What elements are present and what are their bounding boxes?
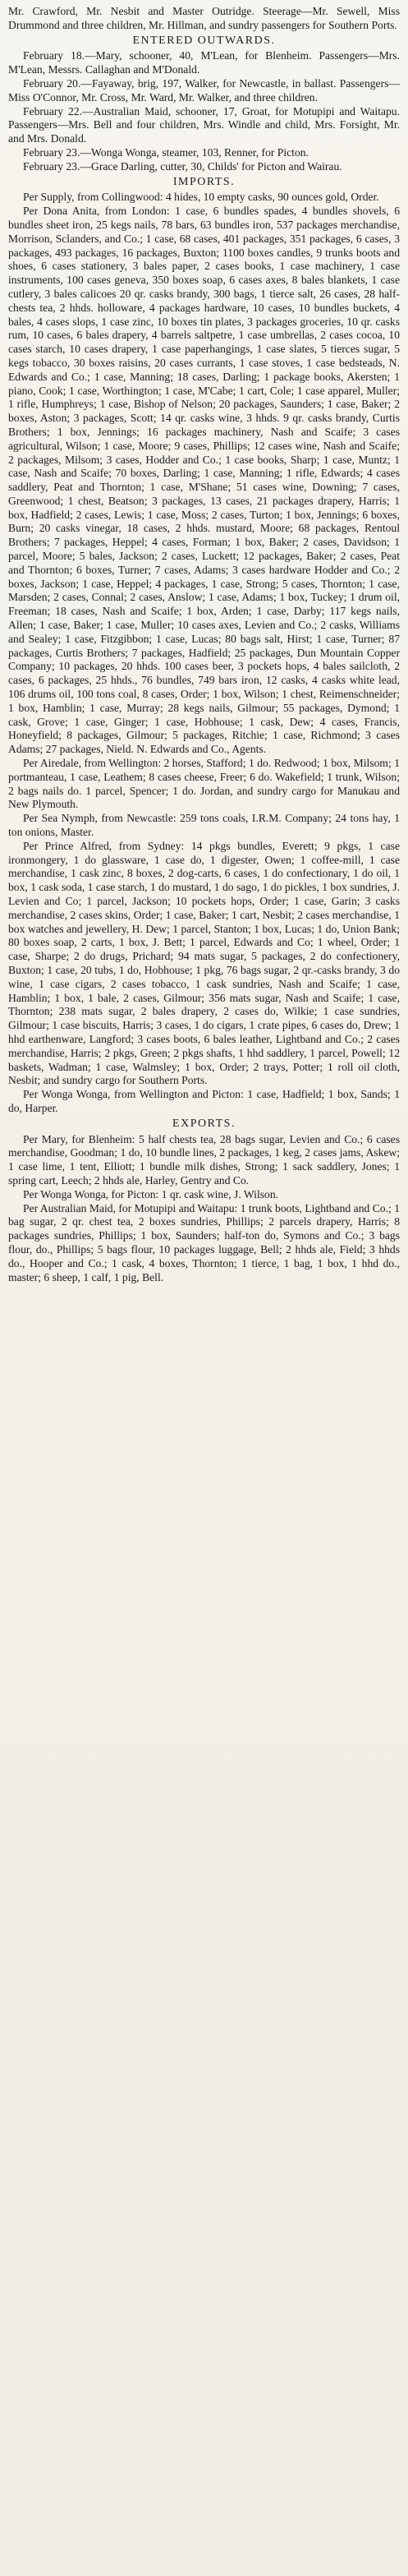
- shipping-intelligence-column: [8, 5, 400, 1284]
- section-heading: EXPORTS.: [172, 1117, 236, 1130]
- article-paragraph: February 22.—Australian Maid, schooner, 17, Groat, for Motupipi and Waitapu. Passengers—Mrs. Bell and four children, Mrs. Windle and child, Mrs. Forsight, Mr. and Mrs. Donald.: [8, 104, 400, 145]
- section-heading: ENTERED OUTWARDS.: [132, 34, 276, 47]
- article-paragraph: February 20.—Fayaway, brig, 197, Walker, for Newcastle, in ballast. Passengers—Miss O'Connor, Mr. Cross, Mr. Ward, Mr. Walker, and three children.: [8, 76, 400, 104]
- article-paragraph: February 18.—Mary, schooner, 40, M'Lean, for Blenheim. Passengers—Mrs. M'Lean, Messrs. Callaghan and M'Donald.: [8, 49, 400, 76]
- article-paragraph: February 23.—Wonga Wonga, steamer, 103, Renner, for Picton.: [23, 145, 309, 159]
- article-paragraph: Mr. Crawford, Mr. Nesbit and Master Outridge. Steerage—Mr. Sewell, Miss Drummond and three children, Mr. Hillman, and sundry passengers for Southern Ports.: [8, 5, 400, 31]
- article-paragraph: Per Prince Alfred, from Sydney: 14 pkgs bundles, Everett; 9 pkgs, 1 case ironmongery, 1 do glassware, 1 case do, 1 digester, Owen; 1 coffee-mill, 1 case merchandise, 1 cask zinc, 8 boxes, 2 dog-carts, 6 cases, 1 do confectionary, 1 do oil, 1 box, 1 cask soda, 1 case starch, 1 do mustard, 1 do sago, 1 do pickles, 1 box sundries, J. Levien and Co; 1 parcel, Jackson; 10 pockets hops, Order; 1 case, Garin; 3 casks merchandise, 2 cases skins, Order; 1 case, Baker; 1 cart, Nesbit; 2 cases merchandise, 1 box watches and jewellery, H. Dew; 1 parcel, Stanton; 1 box, Lucas; 1 do, Union Bank; 80 boxes soap, 2 carts, 1 box, J. Bett; 1 parcel, Edwards and Co; 1 wheel, Order; 1 case, Sharpe; 2 do drugs, Prichard; 94 mats sugar, 5 packages, 2 do confectionery, Buxton; 1 case, 20 tubs, 1 do, Hobhouse; 1 pkg, 76 bags sugar, 2 qr.-casks brandy, 3 do wine, 1 case cigars, 2 cases tobacco, 1 cask sundries, Nash and Scaife; 1 case, Hamblin; 1 box, 1 bale, 2 cases, Gilmour; 356 mats sugar, Nash and Scaife; 1 case, Thornton; 238 mats sugar, 2 bales drapery, 2 cases do, Wilkie; 1 case sundries, Gilmour; 1 case biscuits, Harris; 3 cases, 1 do cigars, 1 crate pipes, 6 cases do, Drew; 1 hhd earthenware, Langford; 3 cases boots, 6 bales leather, Lightband and Co.; 2 cases merchandise, Harris; 2 pkgs, Green; 2 pkgs shafts, 1 hhd saddlery, 1 parcel, Powell; 12 baskets, Wadman; 1 case, Walmsley; 1 box, Order; 2 trays, Potter; 1 roll oil cloth, Nesbit; and sundry cargo for Southern Ports.: [8, 839, 400, 1087]
- article-paragraph: February 23.—Grace Darling, cutter, 30, Childs' for Picton and Wairau.: [23, 159, 342, 173]
- article-paragraph: Per Australian Maid, for Motupipi and Waitapu: 1 trunk boots, Lightband and Co.; 1 bag sugar, 2 qr. chest tea, 2 boxes sundries, Phillips; 2 parcels drapery, Harris; 8 packages sundries, Phillips; 1 box, Saunders; half-ton do, Symons and Co.; 3 bags flour, do., Phillips; 5 bags flour, 10 packages luggage, Bell; 2 hhds ale, Field; 3 hhds do., Hooper and Co.; 1 cask, 4 boxes, Thornton; 1 tierce, 1 bag, 1 box, 1 hhd do., master; 6 sheep, 1 calf, 1 pig, Bell.: [8, 1201, 400, 1283]
- article-paragraph: Per Supply, from Collingwood: 4 hides, 10 empty casks, 90 ounces gold, Order.: [23, 191, 379, 204]
- article-paragraph: Per Mary, for Blenheim: 5 half chests tea, 28 bags sugar, Levien and Co.; 6 cases merchandise, Goodman; 1 do, 10 bundle lines, 2 packages, 1 keg, 2 cases jams, Askew; 1 case lime, 1 tent, Elliott; 1 bundle milk dishes, Strong; 1 sack saddlery, Jones; 1 spring cart, Leech; 2 hhds ale, Harley, Gentry and Co.: [8, 1132, 400, 1187]
- article-paragraph: Per Wonga Wonga, for Picton: 1 qr. cask wine, J. Wilson.: [23, 1187, 279, 1200]
- article-paragraph: Per Wonga Wonga, from Wellington and Picton: 1 case, Hadfield; 1 box, Sands; 1 do, Harper.: [8, 1088, 400, 1114]
- article-paragraph: Per Dona Anita, from London: 1 case, 6 bundles spades, 4 bundles shovels, 6 bundles sheet iron, 25 kegs nails, 78 bars, 63 bundles iron, 537 packages merchandise, Morrison, Sclanders, and Co.; 1 case, 68 cases, 401 packages, 351 packages, 6 cases, 3 packages, 493 packages, 16 packages, Buxton; 1100 boxes candles, 9 trunks boots and shoes, 6 cases stationery, 3 bales paper, 2 cases books, 1 case machinery, 1 case instruments, 100 cases geneva, 350 boxes soap, 6 cases axes, 8 bales blankets, 1 case cutlery, 3 bales calicoes 20 qr. casks brandy, 300 bags, 1 tierce salt, 26 cases, 28 half-chests tea, 2 hhds. holloware, 4 packages hardware, 10 cases, 10 bundles buckets, 4 bales, 4 cases slops, 1 case zinc, 10 boxes tin plates, 3 packages groceries, 10 qr. casks rum, 10 cases, 6 bales drapery, 4 barrels saltpetre, 1 case umbrellas, 2 cases cocoa, 10 cases starch, 10 cases drapery, 1 case paperhangings, 1 case slates, 5 tierces sugar, 5 kegs tobacco, 30 boxes raisins, 20 cases currants, 1 case stoves, 1 case bedsteads, N. Edwards and Co.; 1 case, Manning; 18 cases, Darling; 1 package books, Akersten; 1 piano, Cook; 1 case, Worthington; 1 case, M'Cabe; 1 cart, Cole; 1 case apparel, Muller; 1 rifle, Humphreys; 1 case, Bishop of Nelson; 20 packages, Saunders; 1 case, Baker; 2 boxes, Aston; 3 packages, Scott; 14 qr. casks wine, 3 hhds. 9 qr. casks brandy, Curtis Brothers; 1 box, Jennings; 16 packages machinery, Nash and Scaife; 3 cases agricultural, Wilson; 1 case, Moore; 9 cases, Phillips; 12 cases wine, Nash and Scaife; 2 packages, Milsom; 3 cases, Hodder and Co.; 1 case books, Sharp; 1 case, Muntz; 1 case, Nash and Scaife; 70 boxes, Darling; 1 case, Manning; 1 rifle, Edwards; 4 cases saddlery, Peat and Thornton; 1 case, M'Shane; 51 cases wine, Downing; 7 cases, Greenwood; 1 chest, Beatson; 3 packages, 13 cases, 21 packages drapery, Harris; 1 box, Hadfield; 2 cases, Lewis; 1 case, Moss; 2 cases, Turton; 1 box, Jennings; 6 boxes, Burn; 20 casks vinegar, 18 cases, 2 hhds. mustard, Moore; 68 packages, Rentoul Brothers; 7 packages, Heppel; 4 cases, Forman; 1 box, Baker; 2 cases, Davidson; 1 parcel, Moore; 5 bales, Jackson; 2 cases, Luckett; 12 packages, Baker; 2 cases, Peat and Thornton; 6 boxes, Turner; 7 cases, Adams; 3 cases hardware Hodder and Co.; 2 boxes, Jackson; 1 case, Heppel; 4 packages, 1 case, Strong; 5 cases, Thornton; 1 case, Marsden; 2 cases, Connal; 2 cases, Anslow; 1 case, Adams; 1 box, Tuckey; 1 drum oil, Freeman; 18 cases, Nash and Scaife; 1 box, Arden; 1 case, Darby; 117 kegs nails, Allen; 1 case, Baker; 1 case, Muller; 10 cases axes, Levien and Co.; 2 casks, Williams and Sealey; 1 case, Fitzgibbon; 1 case, Lucas; 80 bags salt, Hirst; 1 case, Turner; 87 packages, Curtis Brothers; 7 packages, Hadfield; 25 packages, Dun Mountain Copper Company; 10 packages, 20 hhds. 100 cases beer, 3 pockets hops, 4 bales sailcloth, 2 cases, 6 packages, 25 hhds., 76 bundles, 749 bars iron, 12 casks, 4 casks white lead, 106 drums oil, 100 tons coal, 8 cases, Order; 1 box, Wilson; 1 chest, Reimenschneider; 1 box, Hamblin; 1 case, Murray; 28 kegs nails, Gilmour; 55 packages, Dymond; 1 cask, Grove; 1 case, Ginger; 1 case, Hobhouse; 1 cask, Dew; 4 cases, Francis, Honeyfield; 8 packages, Gilmour; 5 packages, Ritchie; 1 case, Richmond; 3 cases Adams; 27 packages, Nield. N. Edwards and Co., Agents.: [8, 205, 400, 756]
- article-paragraph: Per Sea Nymph, from Newcastle: 259 tons coals, I.R.M. Company; 24 tons hay, 1 ton onions, Master.: [8, 812, 400, 839]
- article-paragraph: Per Airedale, from Wellington: 2 horses, Stafford; 1 do. Redwood; 1 box, Milsom; 1 portmanteau, 1 case, Leathem; 8 cases cheese, Freer; 6 do. Wakefield; 1 trunk, Wilson; 2 bags nails do. 1 parcel, Spencer; 1 do. Jordan, and sundry cargo for Manukau and New Plymouth.: [8, 757, 400, 811]
- section-heading: IMPORTS.: [172, 175, 236, 188]
